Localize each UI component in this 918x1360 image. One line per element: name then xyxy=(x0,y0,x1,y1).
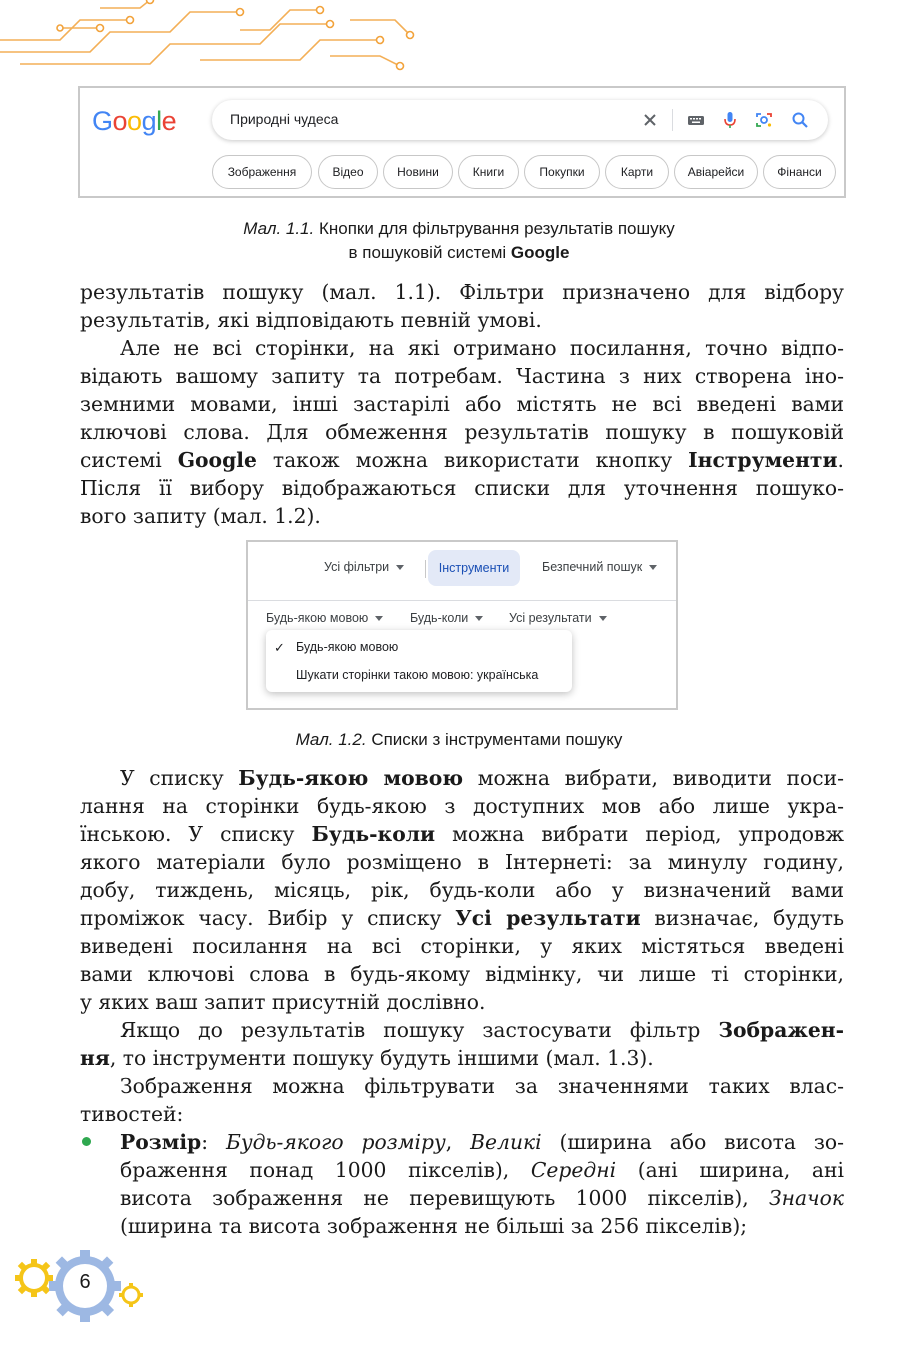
figure-google-search xyxy=(78,86,846,198)
safe-search-dropdown[interactable]: Безпечний пошук xyxy=(542,560,657,574)
search-input[interactable]: Природні чудеса xyxy=(230,111,339,127)
divider xyxy=(248,600,676,601)
paragraph-5: Зображення можна фільтрувати за значеннями таких влас- тивостей: xyxy=(80,1074,844,1126)
bullet-marker xyxy=(82,1137,91,1146)
figure-search-tools xyxy=(246,540,678,710)
chip-video[interactable]: Відео xyxy=(318,155,378,189)
chip-maps[interactable]: Карти xyxy=(605,155,669,189)
all-filters-dropdown[interactable]: Усі фільтри xyxy=(324,560,404,574)
chip-flights[interactable]: Авіарейси xyxy=(674,155,758,189)
camera-lens-icon[interactable] xyxy=(754,110,774,130)
chip-news[interactable]: Новини xyxy=(383,155,453,189)
search-icon[interactable] xyxy=(790,110,810,130)
chip-finance[interactable]: Фінанси xyxy=(763,155,836,189)
figure2-caption: Мал. 1.2. Списки з інструментами пошуку xyxy=(295,730,623,749)
paragraph-4: Якщо до результатів пошуку застосувати фільтр Зображен- ня, то інструменти пошуку будуть іншими (мал. 1.3). xyxy=(80,1018,844,1070)
paragraph-2: Але не всі сторінки, на які отримано посилання, точно відпо- відають вашому запиту та потребам. Частина з них створена іно- земними мовами, інші застарілі або містять не всі введені вами ключові слова. Для обмеження результатів пошуку в пошуковій системі Google також можна використати кнопку Інструменти. Після її вибору відображаються списки для уточнення пошуко- вого запиту (мал. 1.2). xyxy=(80,336,844,528)
bullet-item-size: Розмір: Будь-якого розміру, Великі (ширина або висота зо- браження понад 1000 пікселів), Середні (ані ширина, ані висота зображення не перевищують 1000 пікселів), Значок (ширина та висота зображення не більші за 256 пікселів); xyxy=(120,1130,844,1238)
caret-down-icon xyxy=(599,616,607,621)
page-number: 6 xyxy=(79,1271,91,1293)
caret-down-icon xyxy=(396,565,404,570)
language-dropdown-menu xyxy=(266,630,572,692)
chip-shopping[interactable]: Покупки xyxy=(524,155,600,189)
tools-button[interactable]: Інструменти xyxy=(428,550,520,586)
paragraph-1: результатів пошуку (мал. 1.1). Фільтри призначено для відбору результатів, які відповідають певній умові. xyxy=(80,280,844,332)
microphone-icon[interactable] xyxy=(720,110,740,130)
any-time-dropdown[interactable]: Будь-коли xyxy=(410,611,483,625)
caret-down-icon xyxy=(475,616,483,621)
circuit-decoration xyxy=(0,0,430,72)
paragraph-3: У списку Будь-якою мовою можна вибрати, виводити поси- лання на сторінки будь-якою з доступних мов або лише укра- їнською. У списку Будь-коли можна вибрати період, упродовж якого матеріали було розміщено в Інтернеті: за минулу годину, добу, тиждень, місяць, рік, будь-коли або у визначений вами проміжок часу. Вибір у списку Усі результати визначає, будуть виведені посилання на всі сторінки, у яких містяться введені вами ключові слова в будь-якому відмінку, чи лише ті сторінки, у яких ваш запит присутній дослівно. xyxy=(80,766,844,1014)
checkmark-icon: ✓ xyxy=(274,640,285,655)
search-box[interactable] xyxy=(212,100,828,140)
any-language-dropdown[interactable]: Будь-якою мовою xyxy=(266,611,383,625)
menu-item-any-language[interactable]: Будь-якою мовою xyxy=(296,640,399,654)
menu-item-ukrainian[interactable]: Шукати сторінки такою мовою: українська xyxy=(296,668,539,682)
keyboard-icon[interactable] xyxy=(686,110,706,130)
chip-images[interactable]: Зображення xyxy=(212,155,312,189)
caret-down-icon xyxy=(375,616,383,621)
google-logo: Google xyxy=(92,106,177,136)
close-icon[interactable] xyxy=(640,110,660,130)
caret-down-icon xyxy=(649,565,657,570)
figure1-caption: Мал. 1.1. Кнопки для фільтрування результатів пошуку в пошуковій системі Google xyxy=(243,219,675,262)
all-results-dropdown[interactable]: Усі результати xyxy=(509,611,607,625)
chip-books[interactable]: Книги xyxy=(458,155,519,189)
